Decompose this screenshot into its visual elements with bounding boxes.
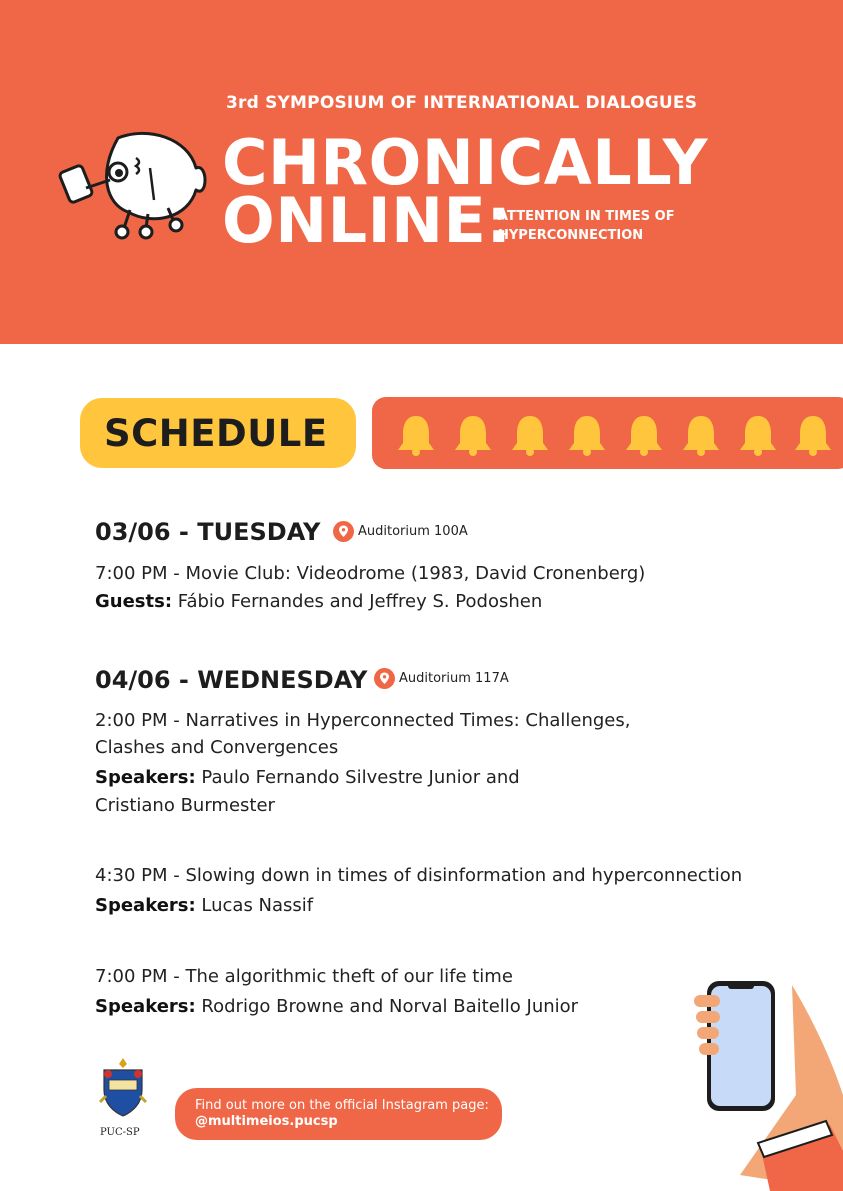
schedule-label (80, 398, 356, 468)
event-people (95, 993, 578, 1020)
subtitle-line2: HYPERCONNECTION (498, 228, 644, 243)
people-label: Guests: (95, 591, 173, 612)
bell-icon (453, 412, 493, 456)
event-kicker: 3rd SYMPOSIUM OF INTERNATIONAL DIALOGUES (226, 93, 698, 113)
people-names: Lucas Nassif (195, 895, 314, 916)
bell-icon (396, 412, 436, 456)
event-subtitle (498, 207, 675, 245)
university-logo-label: PUC-SP (100, 1127, 140, 1138)
bell-icon (793, 412, 833, 456)
event-time-title: 2:00 PM - Narratives in Hyperconnected Times: Challenges, (95, 710, 631, 731)
event-people (95, 588, 542, 615)
schedule-label-text: SCHEDULE (104, 412, 328, 455)
event-time-title: 4:30 PM - Slowing down in times of disinformation and hyperconnection (95, 865, 743, 886)
people-label: Speakers: (95, 767, 196, 788)
people-names: Fábio Fernandes and Jeffrey S. Podoshen (172, 591, 543, 612)
university-crest-icon (96, 1056, 150, 1118)
subtitle-line1: ATTENTION IN TIMES OF (498, 209, 675, 224)
day-title: 03/06 - TUESDAY (95, 518, 321, 546)
bell-icon (510, 412, 550, 456)
event-title-line1: CHRONICALLY (222, 126, 709, 199)
instagram-callout-text: Find out more on the official Instagram page: (195, 1098, 489, 1113)
event-people-cont: Cristiano Burmester (95, 795, 275, 816)
event-title-line2: ONLINE: (222, 184, 512, 257)
event-time-title: 7:00 PM - The algorithmic theft of our life time (95, 966, 513, 987)
event-people (95, 764, 520, 791)
people-label: Speakers: (95, 996, 196, 1017)
event-people (95, 892, 313, 919)
location-text: Auditorium 117A (399, 671, 509, 686)
bell-strip (372, 397, 843, 469)
location-pin-icon (333, 521, 354, 542)
bell-icon (681, 412, 721, 456)
day-title: 04/06 - WEDNESDAY (95, 666, 368, 694)
people-names: Paulo Fernando Silvestre Junior and (195, 767, 520, 788)
location-text: Auditorium 100A (358, 524, 468, 539)
fish-holding-phone-icon (58, 128, 208, 243)
event-time-title-cont: Clashes and Convergences (95, 737, 339, 758)
people-names: Rodrigo Browne and Norval Baitello Junior (195, 996, 579, 1017)
instagram-handle[interactable]: @multimeios.pucsp (195, 1114, 338, 1129)
bell-icon (624, 412, 664, 456)
hand-holding-phone-icon (680, 975, 843, 1191)
people-label: Speakers: (95, 895, 196, 916)
event-time-title: 7:00 PM - Movie Club: Videodrome (1983, David Cronenberg) (95, 563, 646, 584)
bell-icon (567, 412, 607, 456)
location-pin-icon (374, 668, 395, 689)
location-tag (333, 521, 468, 542)
location-tag (374, 668, 509, 689)
header-banner (0, 0, 843, 344)
bell-icon (738, 412, 778, 456)
instagram-callout[interactable] (175, 1088, 502, 1140)
